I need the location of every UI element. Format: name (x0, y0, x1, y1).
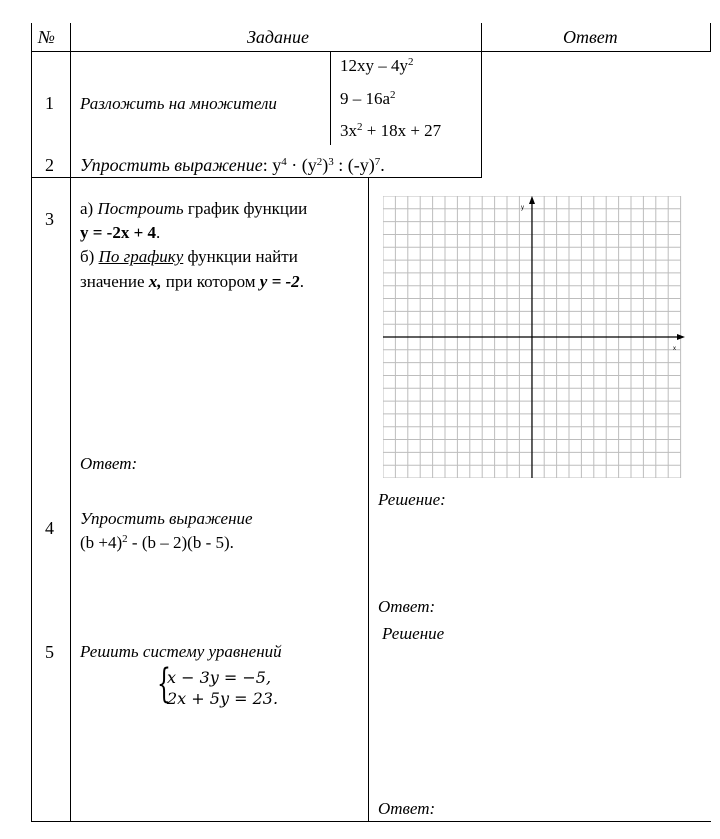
task3-line-c: значение x, при котором y = -2. (80, 272, 304, 291)
task3-answer-label: Ответ: (80, 454, 138, 473)
task1-expression-3: $3x^2 + 18x + 27$ (340, 121, 442, 140)
task3-number: 3 (45, 209, 54, 229)
column-divider-num (70, 23, 71, 822)
table-border-left (31, 23, 32, 822)
task4-expression: $(b +4)^2 - (b - 2)(b - 5)$. (80, 533, 234, 552)
expression-column-divider (330, 51, 331, 145)
task1-expression-2: $9 - 16a^2$ (340, 89, 396, 108)
task2-number: 2 (45, 155, 54, 175)
task5-text: Решить систему уравнений (80, 642, 282, 661)
y-axis-arrow (529, 196, 535, 204)
task5-solution-label: Решение (382, 624, 445, 643)
task5-number: 5 (45, 642, 54, 662)
task4-solution-label: Решение: (378, 490, 446, 509)
header-task: Задание (247, 27, 309, 47)
task5-answer-label: Ответ: (378, 799, 436, 818)
column-divider-task-answer-bottom (368, 177, 369, 822)
task1-expression-1: $12xy - 4y^2$ (340, 56, 414, 75)
task1-text: Разложить на множители (80, 94, 277, 113)
column-divider-task-answer-top (481, 23, 482, 177)
column-divider-right-top (710, 23, 711, 51)
table-bottom-line (31, 821, 711, 822)
task4-number: 4 (45, 518, 54, 538)
equation-2: 2x + 5y = 23. (167, 689, 279, 708)
task1-number: 1 (45, 93, 54, 113)
header-number: № (38, 27, 55, 47)
coordinate-grid (383, 196, 685, 478)
task3-function: y = -2x + 4. (80, 223, 161, 242)
task4-answer-label: Ответ: (378, 597, 436, 616)
system-brace: { (157, 661, 171, 707)
y-axis-label: y (521, 205, 524, 211)
x-axis-label: x (673, 346, 676, 352)
header-bottom-line (31, 51, 711, 52)
task3-line-a: а) Построить график функции (80, 199, 308, 218)
row2-bottom-line (31, 177, 482, 178)
task2-text: Упростить выражение: $y^4 \cdot (y^2)^3$ : $(-y)^7$. (80, 155, 385, 175)
header-answer: Ответ (563, 27, 618, 47)
equation-1: x − 3y = −5, (167, 668, 272, 687)
task4-text: Упростить выражение (80, 509, 253, 528)
task3-line-b: б) По графику функции найти (80, 247, 298, 266)
